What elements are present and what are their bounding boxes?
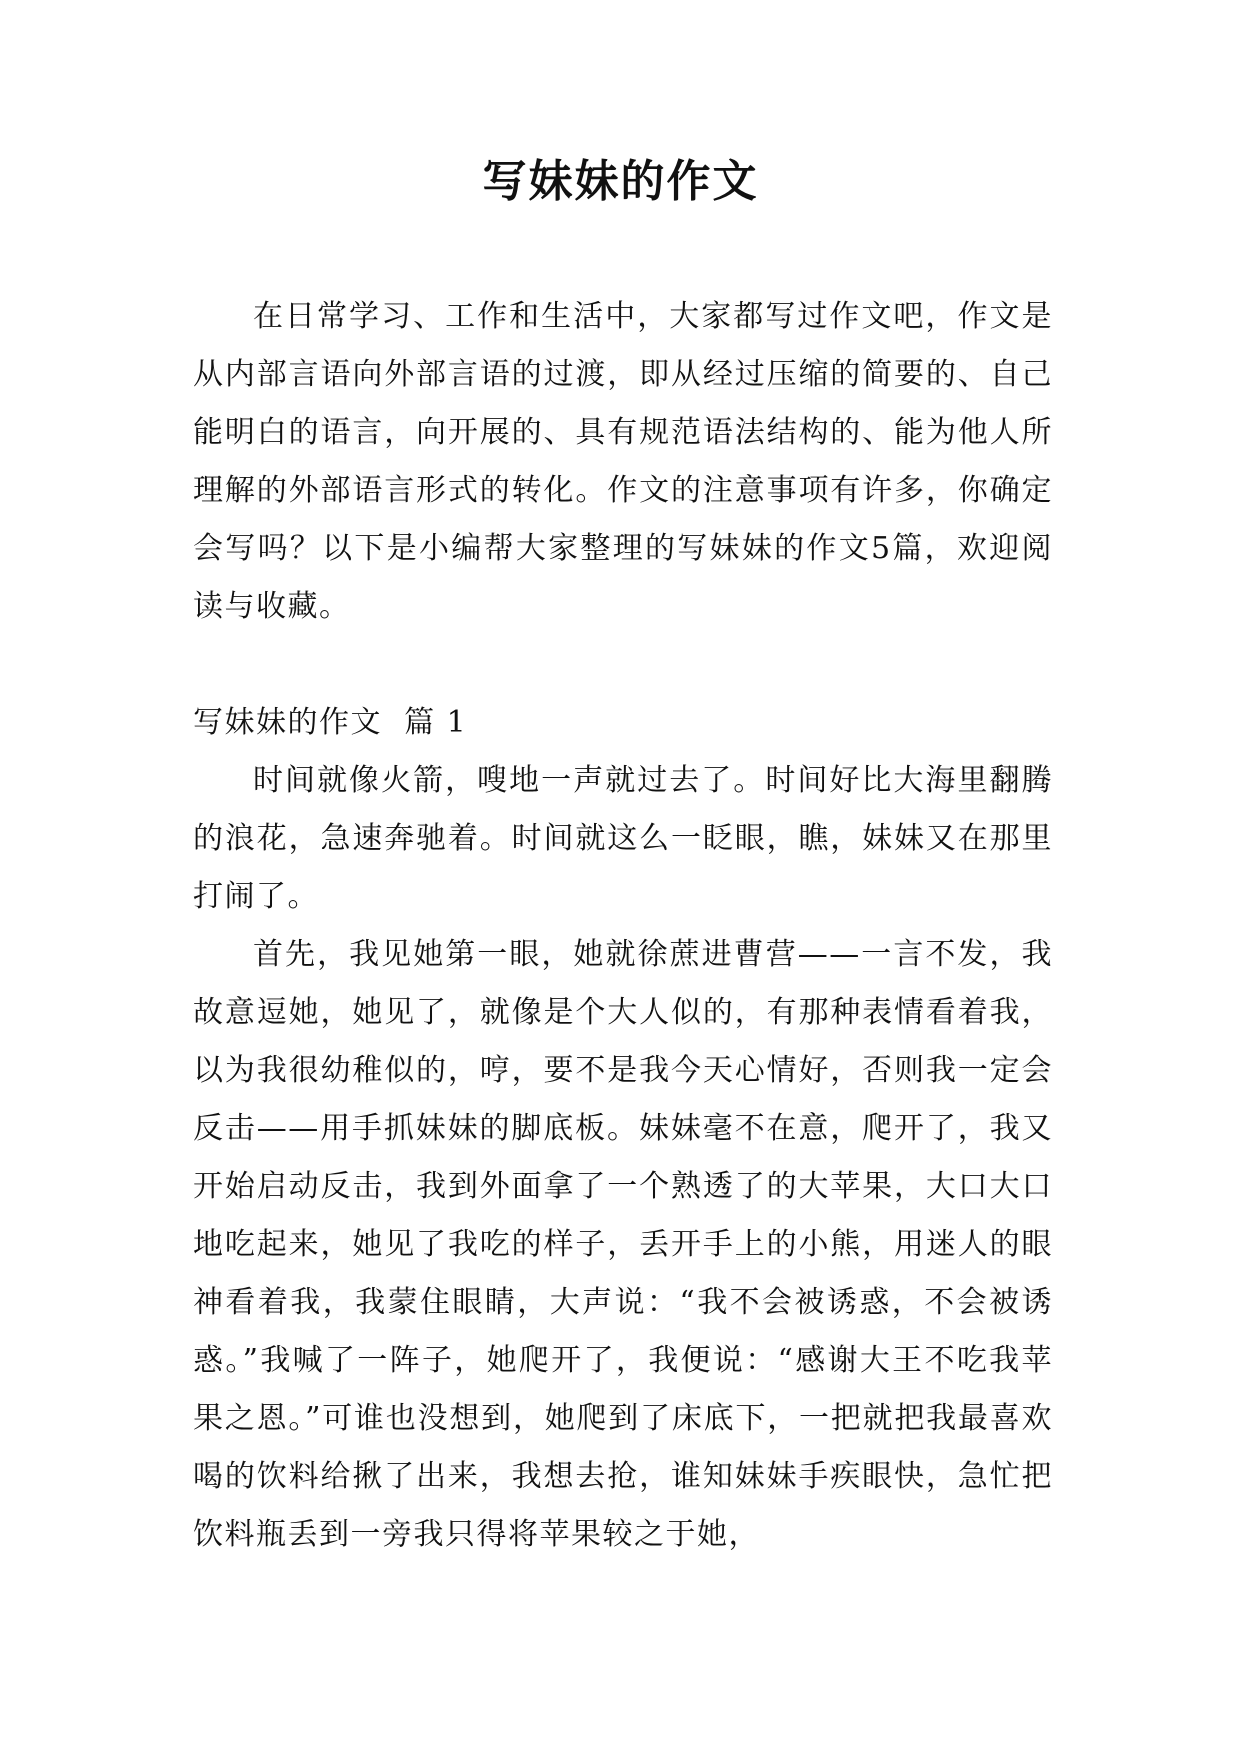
body-paragraph: 首先，我见她第一眼，她就徐蔗进曹营——一言不发，我故意逗她，她见了，就像是个大人似的，有那种表情看着我，以为我很幼稚似的，哼，要不是我今天心情好，否则我一定会反击——用手抓妹妹的脚底板。妹妹毫不在意，爬开了，我又开始启动反击，我到外面拿了一个熟透了的大苹果，大口大口地吃起来，她见了我吃的样子，丢开手上的小熊，用迷人的眼神看着我，我蒙住眼睛，大声说：“我不会被诱惑，不会被诱惑。”我喊了一阵子，她爬开了，我便说：“感谢大王不吃我苹果之恩。”可谁也没想到，她爬到了床底下，一把就把我最喜欢喝的饮料给揪了出来，我想去抢，谁知妹妹手疾眼快，急忙把饮料瓶丢到一旁我只得将苹果较之于她，	[193, 937, 1053, 1552]
document-title: 写妹妹的作文	[482, 156, 759, 207]
intro-paragraph: 在日常学习、工作和生活中，大家都写过作文吧，作文是从内部言语向外部言语的过渡，即从经过压缩的简要的、自己能明白的语言，向开展的、具有规范语法结构的、能为他人所理解的外部语言形式的转化。作文的注意事项有许多，你确定会写吗？以下是小编帮大家整理的写妹妹的作文5篇，欢迎阅读与收藏。	[193, 299, 1053, 624]
section-heading: 写妹妹的作文 篇 1	[193, 705, 468, 740]
body-paragraph: 时间就像火箭，嗖地一声就过去了。时间好比大海里翻腾的浪花，急速奔驰着。时间就这么一眨眼，瞧，妹妹又在那里打闹了。	[193, 763, 1053, 914]
document-body	[193, 288, 1053, 1564]
